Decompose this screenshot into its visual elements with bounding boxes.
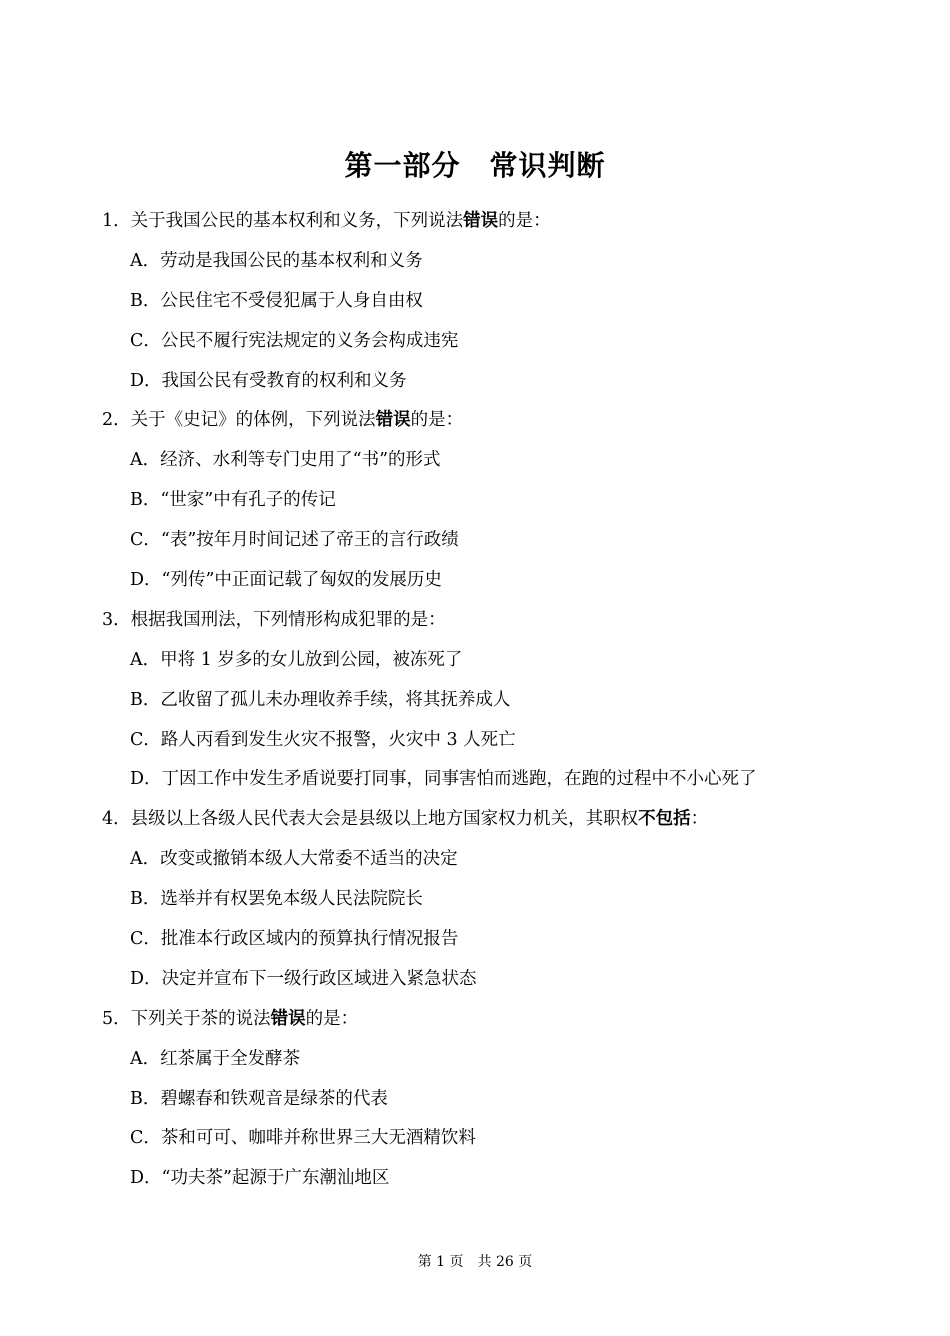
option-a: A．劳动是我国公民的基本权利和义务: [130, 250, 423, 271]
stem-text-end: 的是：: [410, 410, 464, 431]
option-c: C．公民不履行宪法规定的义务会构成违宪: [130, 330, 459, 351]
option-a: A．甲将 1 岁多的女儿放到公园，被冻死了: [130, 649, 463, 670]
question-list: [102, 202, 922, 1199]
stem-text-end: 的是：: [498, 211, 551, 231]
option-b: B．乙收留了孤儿未办理收养手续，将其抚养成人: [130, 689, 511, 710]
option-d: D．我国公民有受教育的权利和义务: [130, 370, 407, 391]
option-a: A．经济、水利等专门史用了“书”的形式: [130, 450, 441, 471]
option-d: D．“功夫茶”起源于广东潮汕地区: [130, 1168, 390, 1189]
option-c: C．批准本行政区域内的预算执行情况报告: [130, 929, 459, 950]
stem-text: 4．县级以上各级人民代表大会是县级以上地方国家权力机关，其职权: [102, 809, 639, 830]
option-d: D．决定并宣布下一级行政区域进入紧急状态: [130, 968, 477, 989]
option-b: B．碧螺春和铁观音是绿茶的代表: [130, 1088, 388, 1109]
question-stem: [102, 800, 922, 840]
option-c: C．“表”按年月时间记述了帝王的言行政绩: [130, 530, 459, 551]
option-b: B．公民住宅不受侵犯属于人身自由权: [130, 290, 423, 311]
question-stem: [102, 202, 922, 242]
question-4: [102, 800, 922, 999]
option-c: C．茶和可可、咖啡并称世界三大无酒精饮料: [130, 1128, 476, 1149]
question-stem: [102, 1000, 922, 1040]
stem-emphasis: 不包括: [638, 809, 691, 830]
question-stem: [102, 401, 922, 441]
stem-text: 2．关于《史记》的体例，下列说法: [102, 410, 376, 431]
stem-emphasis: 错误: [375, 410, 411, 431]
stem-text: 3．根据我国刑法，下列情形构成犯罪的是：: [102, 609, 446, 630]
question-stem: [102, 601, 922, 641]
page-footer: 第 1 页 共 26 页: [417, 1254, 533, 1270]
stem-text-end: ：: [690, 809, 709, 830]
option-c: C．路人丙看到发生火灾不报警，火灾中 3 人死亡: [130, 729, 516, 750]
stem-emphasis: 错误: [463, 211, 499, 231]
stem-text: 5．下列关于茶的说法: [102, 1008, 271, 1029]
option-d: D．“列传”中正面记载了匈奴的发展历史: [130, 570, 442, 591]
question-2: [102, 401, 922, 600]
option-b: B．选举并有权罢免本级人民法院院长: [130, 889, 423, 910]
page-title: 第一部分 常识判断: [344, 149, 606, 182]
question-1: [102, 202, 922, 401]
option-d: D．丁因工作中发生矛盾说要打同事，同事害怕而逃跑，在跑的过程中不小心死了: [130, 769, 757, 790]
question-5: [102, 1000, 922, 1199]
stem-text-end: 的是：: [305, 1008, 359, 1029]
option-a: A．改变或撤销本级人大常委不适当的决定: [130, 849, 458, 870]
stem-text: 1．关于我国公民的基本权利和义务，下列说法: [102, 211, 464, 231]
option-b: B．“世家”中有孔子的传记: [130, 490, 336, 511]
option-a: A．红茶属于全发酵茶: [130, 1048, 301, 1069]
question-3: [102, 601, 922, 800]
stem-emphasis: 错误: [270, 1008, 306, 1029]
